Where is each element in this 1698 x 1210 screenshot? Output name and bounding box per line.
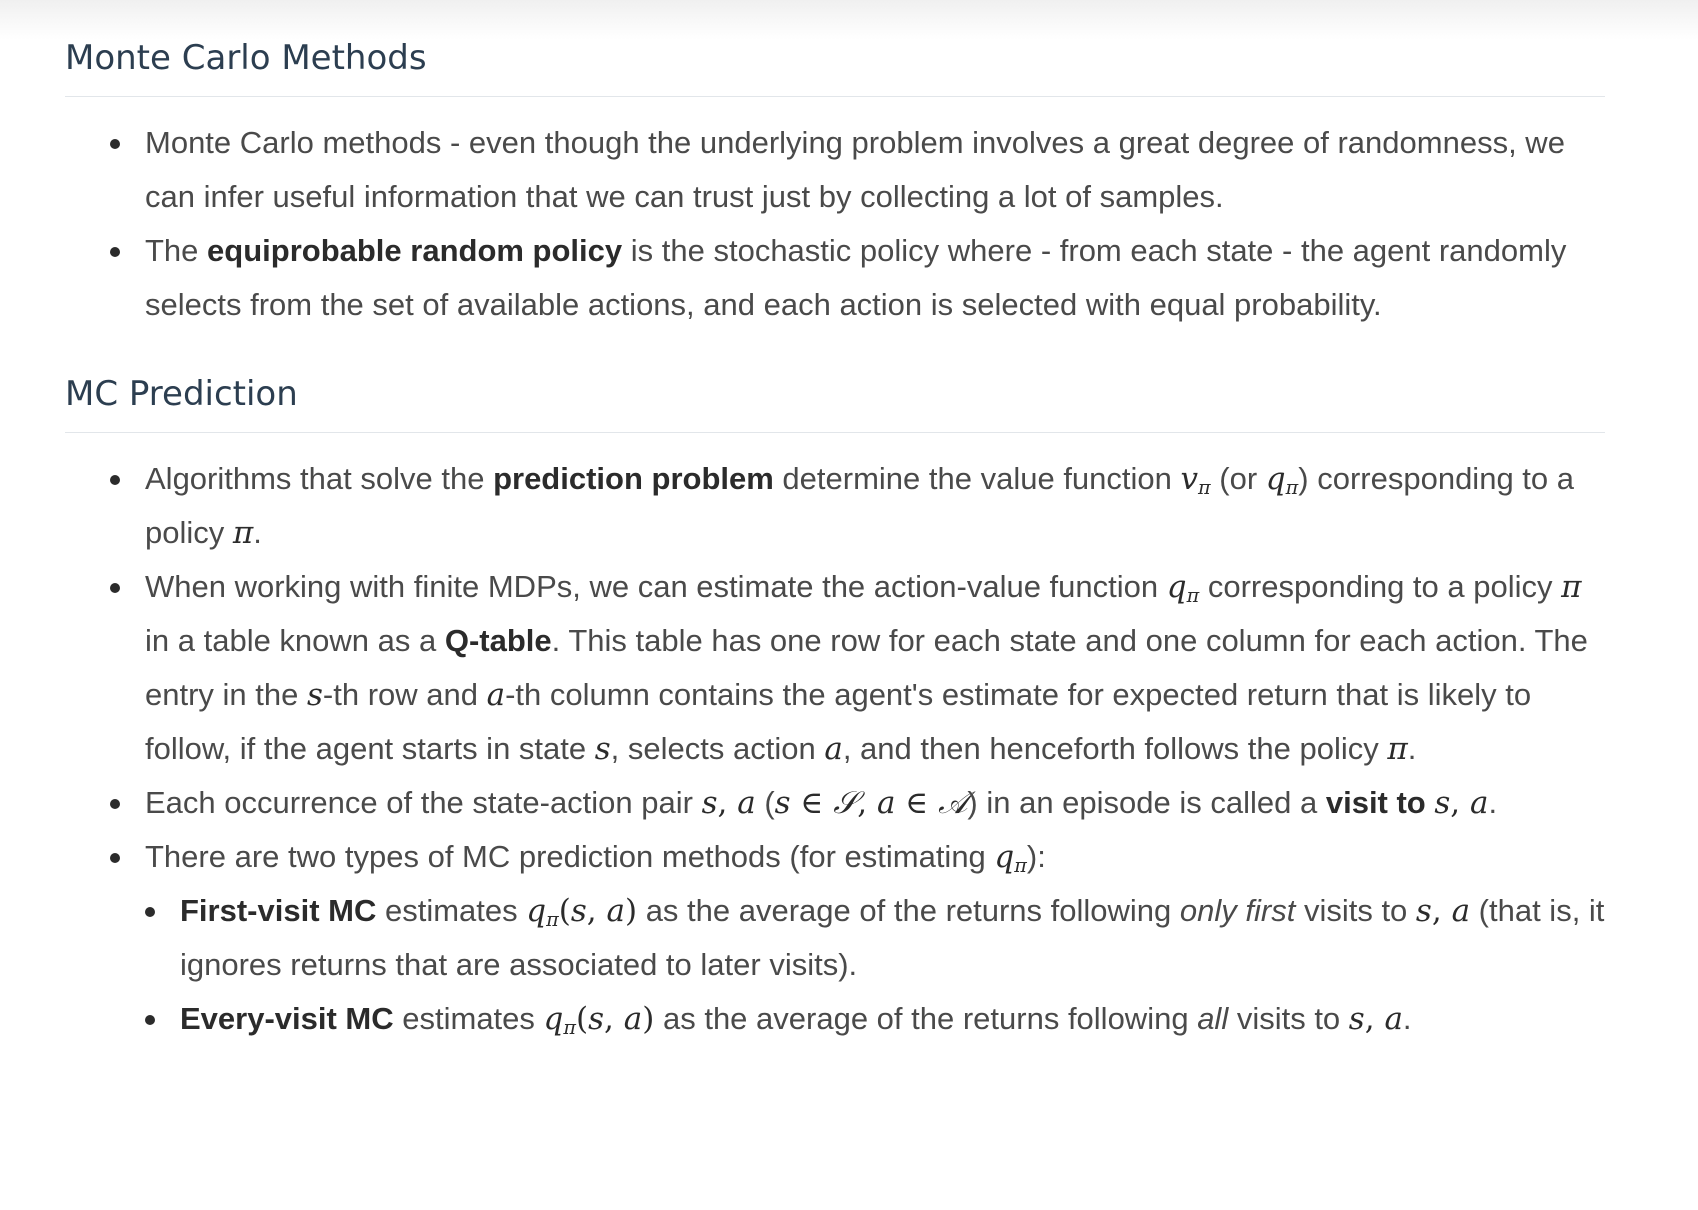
document-content	[65, 0, 1605, 1046]
list-item: Every-visit MC estimates $q_\pi(s$, a) as the average of the returns following all visits to s, a.	[145, 992, 1605, 1046]
monte-carlo-list	[110, 116, 1605, 332]
list-item: The equiprobable random policy is the stochastic policy where - from each state - the agent randomly selects from the set of available actions, and each action is selected with equal probability.	[110, 224, 1605, 332]
list-item: Monte Carlo methods - even though the underlying problem involves a great degree of randomness, we can infer useful information that we can trust just by collecting a lot of samples.	[110, 116, 1605, 224]
list-item: There are two types of MC prediction methods (for estimating $q_\pi$):	[110, 830, 1605, 884]
section-title-monte-carlo: Monte Carlo Methods	[65, 38, 1605, 97]
term-first-visit-mc: First-visit MC	[180, 893, 377, 928]
list-item: Each occurrence of the state-action pair s, a (s ∈ 𝒮, a ∈ 𝒜) in an episode is called a visit to s, a.	[110, 776, 1605, 830]
term-every-visit-mc: Every-visit MC	[180, 1001, 394, 1036]
mc-methods-sublist	[145, 884, 1605, 1046]
term-equiprobable: equiprobable random policy	[207, 233, 623, 268]
math-q-pi-s-a: $q_\pi(s$, a)	[526, 893, 638, 931]
list-item: Algorithms that solve the prediction problem determine the value function $v_\pi$ (or $q_\pi$) corresponding to a policy π.	[110, 452, 1605, 560]
math-s-a: s, a	[701, 785, 756, 821]
math-s-a: s, a	[1348, 1001, 1403, 1037]
section-title-mc-prediction: MC Prediction	[65, 374, 1605, 433]
math-q-pi: $q_\pi$	[1166, 569, 1200, 607]
term-visit-to: visit to	[1325, 785, 1426, 820]
list-item: First-visit MC estimates $q_\pi(s$, a) as the average of the returns following only first visits to s, a (that is, it ignores returns that are associated to later visits).	[145, 884, 1605, 992]
term-q-table: Q-table	[444, 623, 552, 658]
math-membership: s ∈ 𝒮, a ∈ 𝒜	[774, 785, 968, 821]
math-q-pi-s-a: $q_\pi(s$, a)	[543, 1001, 655, 1039]
math-q-pi: $q_\pi$	[994, 839, 1027, 877]
list-item: When working with finite MDPs, we can estimate the action-value function $q_\pi$ corresponding to a policy π in a table known as a Q-table. This table has one row for each state and one column for each action. The entry in the s-th row and a-th column contains the agent's estimate for expected return that is likely to follow, if the agent starts in state s, selects action a, and then henceforth follows the policy π.	[110, 560, 1605, 776]
math-v-pi: $v_\pi$	[1180, 461, 1211, 499]
math-q-pi: $q_\pi$	[1265, 461, 1299, 499]
mc-prediction-list	[110, 452, 1605, 884]
math-s-a: s, a	[1415, 893, 1471, 929]
math-s-a: s, a	[1434, 785, 1489, 821]
term-prediction-problem: prediction problem	[493, 461, 774, 496]
